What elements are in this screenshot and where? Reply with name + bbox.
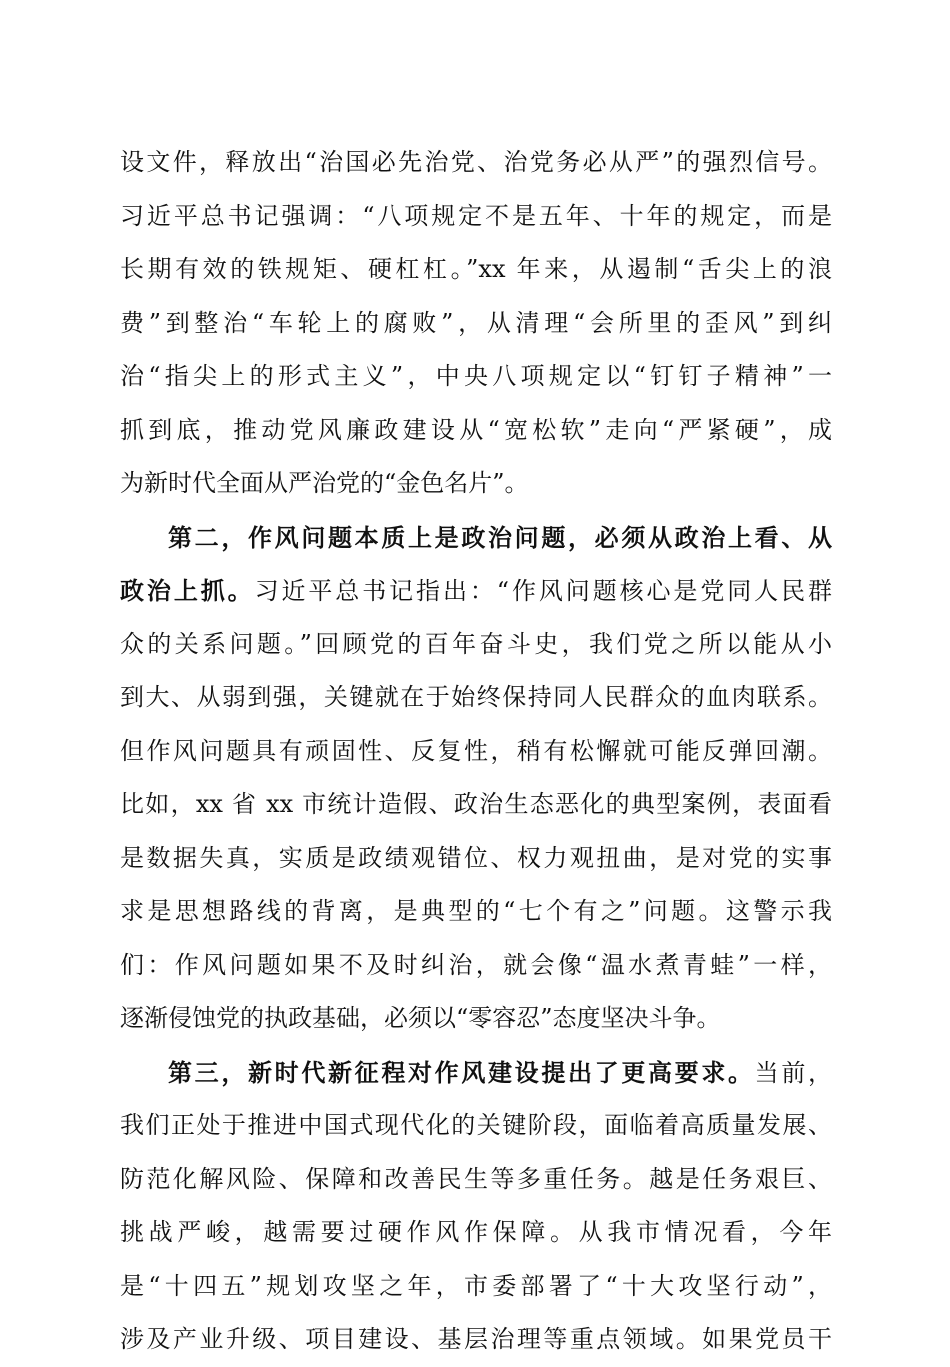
text-segment: 长期有效的铁规矩、硬杠杠。”xx 年来，从遏制“舌尖上的浪 xyxy=(120,255,832,283)
text-line xyxy=(120,992,832,1046)
text-segment: 我们正处于推进中国式现代化的关键阶段，面临着高质量发展、 xyxy=(120,1111,832,1139)
text-line xyxy=(120,939,832,993)
text-segment: 求是思想路线的背离，是典型的“七个有之”问题。这警示我 xyxy=(120,897,832,925)
bold-heading-segment: 政治上抓。 xyxy=(120,576,255,605)
text-segment: 当前， xyxy=(754,1058,832,1087)
bold-heading-segment: 第三，新时代新征程对作风建设提出了更高要求。 xyxy=(168,1057,755,1087)
text-line xyxy=(120,885,832,939)
text-segment: 逐渐侵蚀党的执政基础，必须以“零容忍”态度坚决斗争。 xyxy=(120,1004,721,1032)
text-segment: 到大、从弱到强，关键就在于始终保持同人民群众的血肉联系。 xyxy=(120,683,832,711)
document-body xyxy=(120,136,832,1367)
text-segment: 们：作风问题如果不及时纠治，就会像“温水煮青蛙”一样， xyxy=(120,950,832,979)
text-line xyxy=(120,671,832,725)
text-line xyxy=(120,832,832,886)
paragraph-3 xyxy=(120,1046,832,1367)
text-line xyxy=(120,618,832,672)
text-line xyxy=(120,1153,832,1207)
text-line xyxy=(120,190,832,244)
text-line xyxy=(120,457,832,511)
bold-heading-segment: 第二，作风问题本质上是政治问题，必须从政治上看、从 xyxy=(168,522,832,552)
text-line xyxy=(120,243,832,297)
text-segment: 挑战严峻，越需要过硬作风作保障。从我市情况看，今年 xyxy=(120,1218,832,1246)
text-line xyxy=(120,297,832,351)
text-segment: 费”到整治“车轮上的腐败”，从清理“会所里的歪风”到纠 xyxy=(120,308,832,337)
text-segment: 习近平总书记指出：“作风问题核心是党同人民群 xyxy=(254,577,832,605)
text-segment: 众的关系问题。”回顾党的百年奋斗史，我们党之所以能从小 xyxy=(120,629,832,658)
text-segment: 为新时代全面从严治党的“金色名片”。 xyxy=(120,469,529,497)
text-line xyxy=(120,564,832,618)
text-segment: 设文件，释放出“治国必先治党、治党务必从严”的强烈信号。 xyxy=(120,148,832,176)
paragraph-2 xyxy=(120,511,832,1046)
text-line xyxy=(120,511,832,565)
text-segment: 治“指尖上的形式主义”，中央八项规定以“钉钉子精神”一 xyxy=(120,362,832,390)
text-segment: 抓到底，推动党风廉政建设从“宽松软”走向“严紧硬”，成 xyxy=(120,415,832,444)
text-line xyxy=(120,778,832,832)
text-line xyxy=(120,136,832,190)
text-segment: 是“十四五”规划攻坚之年，市委部署了“十大攻坚行动”， xyxy=(120,1271,832,1300)
text-segment: 是数据失真，实质是政绩观错位、权力观扭曲，是对党的实事 xyxy=(120,843,832,872)
text-line xyxy=(120,1260,832,1314)
text-line xyxy=(120,1099,832,1153)
text-segment: 习近平总书记强调：“八项规定不是五年、十年的规定，而是 xyxy=(120,201,832,230)
text-segment: 涉及产业升级、项目建设、基层治理等重点领域。如果党员干 xyxy=(120,1325,832,1353)
text-line xyxy=(120,1046,832,1100)
text-segment: 比如，xx 省 xx 市统计造假、政治生态恶化的典型案例，表面看 xyxy=(120,790,832,818)
text-line xyxy=(120,404,832,458)
text-line xyxy=(120,1206,832,1260)
paragraph-1 xyxy=(120,136,832,511)
text-line xyxy=(120,725,832,779)
text-segment: 防范化解风险、保障和改善民生等多重任务。越是任务艰巨、 xyxy=(120,1164,832,1193)
text-line xyxy=(120,1313,832,1367)
text-line xyxy=(120,350,832,404)
text-segment: 但作风问题具有顽固性、反复性，稍有松懈就可能反弹回潮。 xyxy=(120,736,832,765)
